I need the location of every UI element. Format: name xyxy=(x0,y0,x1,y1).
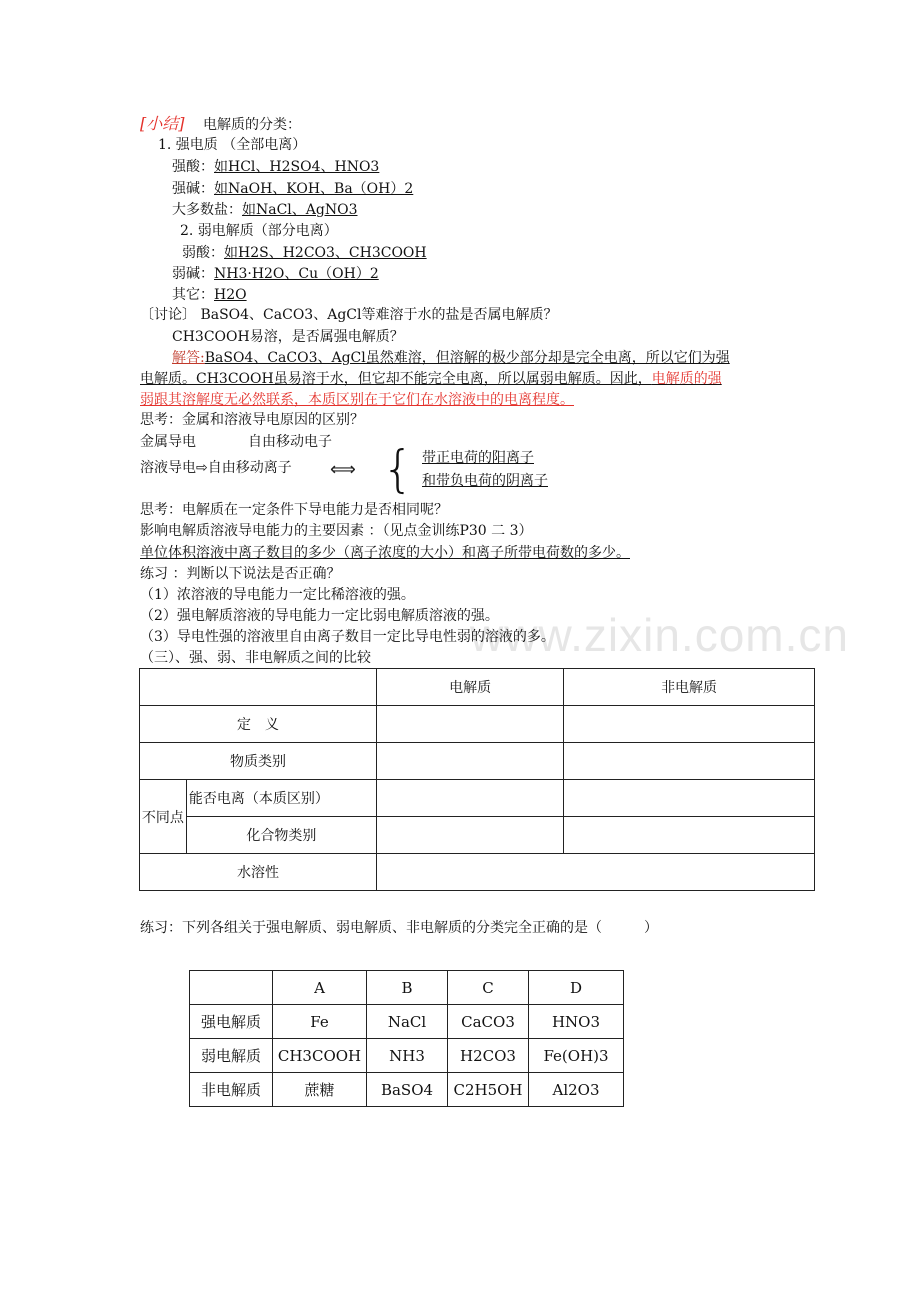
row-label: 定 义 xyxy=(140,706,377,743)
other-value: H2O xyxy=(214,287,247,303)
classification-table xyxy=(189,970,624,1107)
table-cell: Fe xyxy=(273,1005,367,1039)
answer-cell[interactable] xyxy=(377,780,564,817)
table-row xyxy=(140,669,815,706)
double-arrow-icon: ⟺ xyxy=(330,459,356,480)
table-cell: CaCO3 xyxy=(448,1005,529,1039)
header-blank-cell xyxy=(190,971,273,1005)
answer-cell[interactable] xyxy=(377,743,564,780)
option-header: A xyxy=(273,971,367,1005)
table-row xyxy=(190,1005,624,1039)
row-label: 化合物类别 xyxy=(186,817,376,854)
table-cell: BaSO4 xyxy=(367,1073,448,1107)
row-label: 非电解质 xyxy=(190,1073,273,1107)
section3-title: （三）、强、弱、非电解质之间的比较 xyxy=(140,650,371,666)
answer-line2 xyxy=(140,369,722,389)
table-row xyxy=(190,1039,624,1073)
strong-acid-line xyxy=(172,157,379,177)
answer-cell[interactable] xyxy=(564,817,815,854)
header-cell: 非电解质 xyxy=(564,669,815,706)
solution-line xyxy=(140,458,292,478)
think2-factors: 影响电解质溶液导电能力的主要因素 ：（见点金训练P30 二 3） xyxy=(140,523,533,539)
other-line xyxy=(172,285,247,305)
option-header: C xyxy=(448,971,529,1005)
weak-acid-label: 弱酸： xyxy=(182,245,224,261)
weak-base-value: NH3·H2O、Cu（OH）2 xyxy=(214,266,379,282)
answer-text1: BaSO4、CaCO3、AgCl虽然难溶，但溶解的极少部分却是完全电离，所以它们为强 xyxy=(204,350,730,366)
summary-tag: [小结] xyxy=(140,114,185,133)
weak-base-label: 弱碱： xyxy=(172,266,214,282)
anion-text: 和带负电荷的阴离子 xyxy=(422,473,548,489)
option-header: D xyxy=(529,971,624,1005)
answer-cell[interactable] xyxy=(377,854,815,891)
think2-answer: 单位体积溶液中离子数目的多少（离子浓度的大小）和离子所带电荷数的多少。 xyxy=(140,545,630,561)
table-row xyxy=(190,971,624,1005)
weak-acid-line xyxy=(182,243,427,263)
strong-base-value: 如NaOH、KOH、Ba（OH）2 xyxy=(214,181,414,197)
weak-base-line xyxy=(172,264,379,284)
exercise1-item: （3）导电性强的溶液里自由离子数目一定比导电性弱的溶液的多。 xyxy=(140,629,555,645)
answer-red1: 电解质的强 xyxy=(651,371,722,387)
row-label: 水溶性 xyxy=(140,854,377,891)
answer-cell[interactable] xyxy=(564,780,815,817)
strong-base-label: 强碱： xyxy=(172,181,214,197)
table-cell: 蔗糖 xyxy=(273,1073,367,1107)
row-label: 强电解质 xyxy=(190,1005,273,1039)
strong-acid-value: 如HCl、H2SO4、HNO3 xyxy=(214,159,380,175)
answer-line1 xyxy=(172,348,730,368)
answer-cell[interactable] xyxy=(564,743,815,780)
salts-value: 如NaCl、AgNO3 xyxy=(242,202,358,218)
exercise1-item: （2）强电解质溶液的导电能力一定比弱电解质溶液的强。 xyxy=(140,608,499,624)
table-cell: Fe(OH)3 xyxy=(529,1039,624,1073)
table-row xyxy=(140,743,815,780)
discussion-line2: CH3COOH易溶，是否属强电解质？ xyxy=(172,329,404,345)
think2-question: 思考：电解质在一定条件下导电能力是否相同呢？ xyxy=(140,502,448,518)
solution-label: 溶液导电 xyxy=(140,460,196,476)
weak-heading: 2. 弱电解质（部分电离） xyxy=(180,223,338,239)
option-header: B xyxy=(367,971,448,1005)
salts-label: 大多数盐： xyxy=(172,202,242,218)
strong-base-line xyxy=(172,179,413,199)
table-cell: NH3 xyxy=(367,1039,448,1073)
summary-header xyxy=(140,114,301,135)
weak-acid-value: 如H2S、H2CO3、CH3COOH xyxy=(224,245,427,261)
exercise1-item: （1）浓溶液的导电能力一定比稀溶液的强。 xyxy=(140,587,415,603)
answer-label: 解答: xyxy=(172,350,205,366)
row-label: 物质类别 xyxy=(140,743,377,780)
metal-line xyxy=(140,432,332,452)
curly-brace-icon: { xyxy=(382,440,414,498)
metal-label: 金属导电 xyxy=(140,434,196,450)
table-row xyxy=(140,780,815,817)
discussion-line1: 〔讨论〕 BaSO4、CaCO3、AgCl等难溶于水的盐是否属电解质？ xyxy=(140,307,558,323)
table-cell: H2CO3 xyxy=(448,1039,529,1073)
table-row xyxy=(140,817,815,854)
solution-value: 自由移动离子 xyxy=(207,460,292,476)
salts-line xyxy=(172,200,396,220)
header-cell: 电解质 xyxy=(377,669,564,706)
answer-cell[interactable] xyxy=(377,817,564,854)
other-label: 其它： xyxy=(172,287,214,303)
answer-text2: 电解质。CH3COOH虽易溶于水，但它却不能完全电离，所以属弱电解质。因此， xyxy=(140,371,652,387)
strong-heading: 1. 强电质 （全部电离） xyxy=(158,137,307,153)
table-cell: HNO3 xyxy=(529,1005,624,1039)
row-label: 弱电解质 xyxy=(190,1039,273,1073)
table-cell: NaCl xyxy=(367,1005,448,1039)
think1-question: 思考：金属和溶液导电原因的区别？ xyxy=(140,412,364,428)
cation-text: 带正电荷的阳离子 xyxy=(422,450,534,466)
header-blank-cell xyxy=(140,669,377,706)
answer-cell[interactable] xyxy=(377,706,564,743)
table-row xyxy=(140,706,815,743)
table-cell: C2H5OH xyxy=(448,1073,529,1107)
group-label: 不同点 xyxy=(140,780,187,854)
table-row xyxy=(190,1073,624,1107)
watermark: www.zixin.com.cn xyxy=(470,609,849,661)
answer-red2: 弱跟其溶解度无必然联系，本质区别在于它们在水溶液中的电离程度。 xyxy=(140,392,574,408)
comparison-table xyxy=(139,668,815,891)
exercise2-question: 练习：下列各组关于强电解质、弱电解质、非电解质的分类完全正确的是（ ） xyxy=(140,920,658,936)
row-label: 能否电离（本质区别） xyxy=(186,780,376,817)
strong-acid-label: 强酸： xyxy=(172,159,214,175)
table-cell: Al2O3 xyxy=(529,1073,624,1107)
table-cell: CH3COOH xyxy=(273,1039,367,1073)
metal-value: 自由移动电子 xyxy=(248,434,332,450)
right-arrow-icon: ⇨ xyxy=(196,460,208,476)
table-row xyxy=(140,854,815,891)
summary-title: 电解质的分类： xyxy=(202,117,301,133)
exercise1-title: 练习 ：判断以下说法是否正确？ xyxy=(140,566,341,582)
answer-cell[interactable] xyxy=(564,706,815,743)
